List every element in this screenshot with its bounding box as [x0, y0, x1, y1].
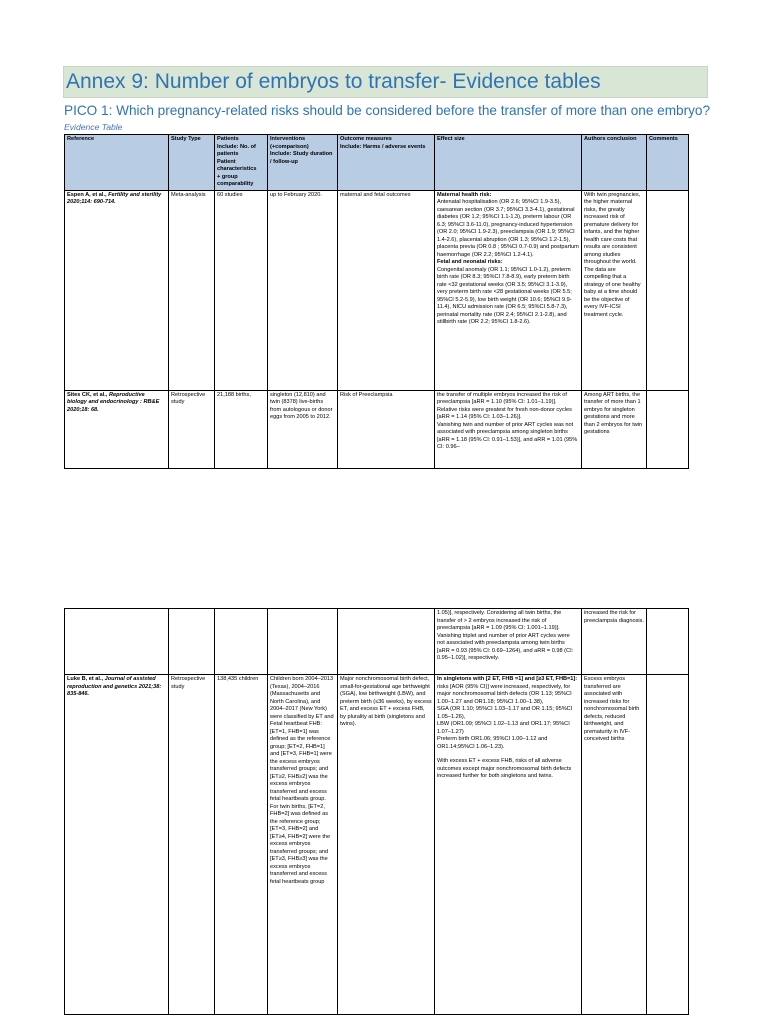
effect-heading: Fetal and neonatal risks: — [437, 259, 503, 265]
ref-journal: Reproductive biology and endocrinology : RB&E 2020;18: 68. — [67, 391, 160, 413]
evidence-table — [64, 134, 689, 469]
effect-text: Antenatal hospitalisation (OR 2.6; 95%CI 1.9-3.5), caesarean section (OR 3.7; 95%CI 3.3-4.1), gestational diabetes (OR 1.2; 95%CI 1.1-1.3), preterm labour (OR 6.3; 95%CI 3.6-11.0), pregnancy-induced hypertension (OR 2.0; 95%CI 1.9-2.3), preeclampsia (OR 1.9; 95%CI 1.4-2.6), placental abruption (OR 1.3; 95%CI 1.2-1.5), placenta previa (OR 0.8 ; 95%CI 0.7-0.9) and postpartum haemorrhage (OR 2.2; 95%CI 1.2-4.1). — [437, 199, 579, 258]
header-patients: Patients Include: No. of patients Patient characteristics + group comparability — [215, 135, 268, 191]
cell-comments — [647, 390, 689, 468]
cell-comments — [647, 190, 689, 390]
cell-study-type: Meta-analysis — [169, 190, 215, 390]
ref-journal: Fertility and sterility 2020;114: 690-714. — [67, 191, 162, 205]
evidence-table-continued — [64, 608, 689, 1015]
cell-interventions — [268, 609, 338, 675]
cell-outcomes: Risk of Preeclampsia — [338, 390, 435, 468]
cell-effect-size: the transfer of multiple embryos increased the risk of preeclampsia [aRR = 1.10 (95% CI: 1.01–1.19)]. Relative risks were greatest for fresh non-donor cycles [aRR = 1.14 (95% CI: 1.03–1.26)]. Vanishing twin and number of prior ART cycles was not associated with preeclampsia among singleton births [aRR = 1.18 (95% CI: 0.91–1.53)], and aRR = 1.01 (95% CI: 0.96– — [435, 390, 582, 468]
annex-title: Annex 9: Number of embryos to transfer- Evidence tables — [63, 66, 708, 98]
ref-authors: Luke B, et al., — [67, 676, 105, 682]
ref-journal: Journal of assisted reproduction and genetics 2021;38: 835-846. — [67, 676, 162, 697]
header-reference: Reference — [65, 135, 169, 191]
header-interventions: Interventions (+comparison) Include: Study duration / follow-up — [268, 135, 338, 191]
cell-authors-conclusion: Among ART births, the transfer of more than 1 embryo for singleton gestations and more than 2 embryos for twin gestations — [582, 390, 647, 468]
cell-comments — [647, 675, 689, 1015]
pico-question: PICO 1: Which pregnancy-related risks should be considered before the transfer of more than one embryo? — [64, 103, 711, 118]
cell-reference — [65, 190, 169, 390]
cell-patients: 60 studies — [215, 190, 268, 390]
header-effect-size: Effect size — [435, 135, 582, 191]
header-study-type: Study Type — [169, 135, 215, 191]
cell-authors-conclusion: Excess embryos transferred are associated with increased risks for nonchromosomal birth defects, reduced birthweight, and prematurity in IVF-conceived births — [582, 675, 647, 1015]
cell-outcomes: Major nonchromosomal birth defect, small-for-gestational age birthweight (SGA), low birthweight (LBW), and preterm birth (≤36 weeks), by excess ET, and excess ET + excess FHB, by plurality at birth (singletons and twins). — [338, 675, 435, 1015]
cell-authors-conclusion: increased the risk for preeclampsia diagnosis. — [582, 609, 647, 675]
cell-patients: 21,188 births, — [215, 390, 268, 468]
effect-text: With excess ET + excess FHB, risks of all adverse outcomes except major nonchromosomal birth defects increased further for both singletons and twins. — [437, 758, 572, 779]
effect-text: Congenital anomaly (OR 1.1; 95%CI 1.0-1.2), preterm birth rate (OR 8.3; 95%CI 7.8-8.9), early preterm birth rate <32 gestational weeks (OR 3.5; 95%CI 3.1-3.9), very preterm birth rate <28 gestational weeks (OR 5.5; 95%CI 5.2-5.9), low birth weight (OR 10.6; 95%CI 9.9-11.4), NICU admission rate (OR 6.5; 95%CI 5.8-7.3), perinatal mortality rate (OR 2.4; 95%CI 2.1-2.8), and stillbirth rate (OR 2.2; 95%CI 1.8-2.6). — [437, 266, 572, 325]
header-comments: Comments — [647, 135, 689, 191]
header-authors-conclusion: Authors conclusion — [582, 135, 647, 191]
cell-interventions: singleton (12,810) and twin (8378) live-births from autologous or donor eggs from 2005 to 2012. — [268, 390, 338, 468]
effect-heading: Maternal health risk: — [437, 191, 492, 198]
cell-interventions: Children born 2004–2013 (Texas), 2004–2016 (Massachusetts and North Carolina), and 2004–2017 (New York) were classified by ET and Fetal heartbeat FHB: [ET=1, FHB=1] was defined as the reference group; [ET=2, FHB=1] and [ET=3, FHB=1] were the excess embryos transferred groups; and [ET≥2, FHB≥2] was the excess embryos transferred and excess fetal heartbeats group. For twin births, [ET=2, FHB=2] was defined as the reference group; [ET=3, FHB=2] and [ET≥4, FHB=2] were the excess embryos transferred groups; and [ET≥3, FHB≥3] was the excess embryos transferred and excess fetal heartbeats group — [268, 675, 338, 1015]
table-row — [65, 190, 689, 390]
ref-authors: Sites CK, et al., — [67, 391, 109, 398]
header-outcomes: Outcome measures Include: Harms / adverse events — [338, 135, 435, 191]
cell-effect-size — [435, 675, 582, 1015]
cell-patients: 138,435 children — [215, 675, 268, 1015]
table-header-row — [65, 135, 689, 191]
effect-text: risks [AOR (95% CI)] were increased, respectively, for major nonchromosomal birth defects (OR 1.13; 95%CI 1.00–1.27 and OR1.18; 95%CI 1.00–1.38), SGA (OR 1.10; 95%CI 1.03–1.17 and OR 1.15; 95%CI 1.05–1.26), LBW (OR1.09; 95%CI 1.02–1.13 and OR1.17; 95%CI 1.07–1.27) Preterm birth OR1.06; 95%CI 1.00–1.12 and OR1.14;95%CI 1.06–1.23). — [437, 683, 573, 750]
cell-outcomes: maternal and fetal outcomes — [338, 190, 435, 390]
effect-heading: In singletons with [2 ET, FHB =1] and [≥3 ET, FHB=1]: — [437, 676, 578, 682]
section-label: Evidence Table — [64, 122, 123, 132]
cell-reference — [65, 675, 169, 1015]
cell-patients — [215, 609, 268, 675]
cell-reference — [65, 390, 169, 468]
table-row — [65, 390, 689, 468]
cell-comments — [647, 609, 689, 675]
cell-study-type — [169, 609, 215, 675]
cell-effect-size — [435, 190, 582, 390]
cell-authors-conclusion: With twin pregnancies, the higher maternal risks, the greatly increased risk of premature delivery for infants, and the higher health care costs that results are consistent among studies throughout the world. The data are compelling that a strategy of one healthy baby at a time should be the objective of every IVF-ICSI treatment cycle. — [582, 190, 647, 390]
cell-study-type: Retrospective study — [169, 675, 215, 1015]
cell-interventions: up to February 2020. — [268, 190, 338, 390]
cell-study-type: Retrospective study — [169, 390, 215, 468]
cell-reference — [65, 609, 169, 675]
cell-effect-size: 1.05)], respectively. Considering all twin births, the transfer of > 2 embryos increased the risk of preeclampsia [aRR = 1.09 (95% CI: 1.001–1.19)]. Vanishing triplet and number of prior ART cycles were not associated with preeclampsia among twin births [aRR = 0.93 (95% CI: 0.69–1264), and aRR = 0.98 (CI: 0.95–1.02)], respectively. — [435, 609, 582, 675]
cell-outcomes — [338, 609, 435, 675]
table-row — [65, 675, 689, 1015]
spacer — [437, 751, 579, 758]
ref-authors: Espen A, et al., — [67, 191, 109, 198]
table-row — [65, 609, 689, 675]
